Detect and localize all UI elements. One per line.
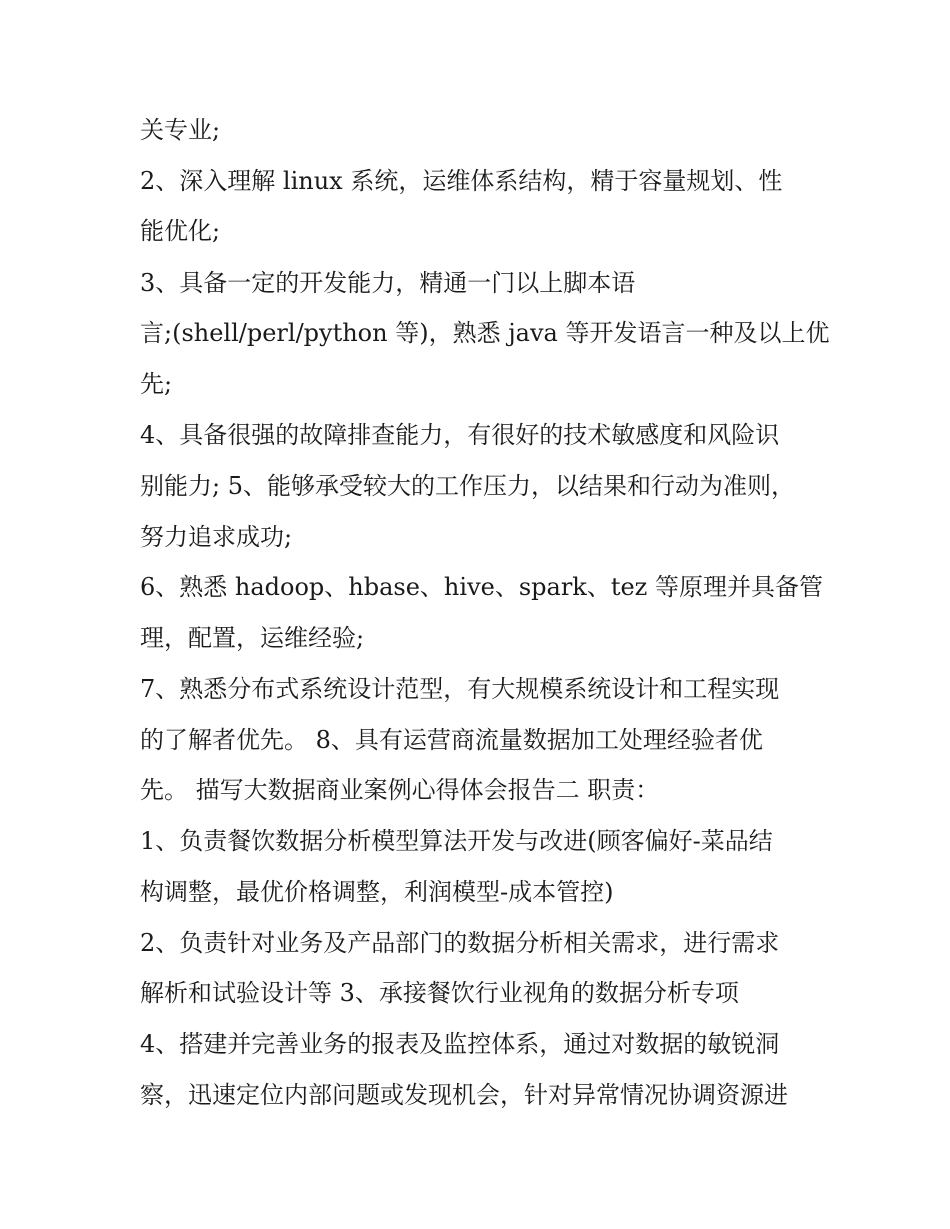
- text-line: 4、具备很强的故障排查能力，有很好的技术敏感度和风险识: [140, 421, 780, 449]
- text-line: 先。 描写大数据商业案例心得体会报告二 职责：: [140, 776, 660, 804]
- text-line: 构调整，最优价格调整，利润模型-成本管控): [140, 878, 614, 906]
- text-line: 1、负责餐饮数据分析模型算法开发与改进(顾客偏好-菜品结: [140, 827, 773, 855]
- text-line: 言;(shell/perl/python 等)，熟悉 java 等开发语言一种及以上优: [140, 319, 830, 347]
- text-line: 别能力; 5、能够承受较大的工作压力，以结果和行动为准则，: [140, 472, 795, 500]
- text-line: 努力追求成功;: [140, 523, 293, 551]
- text-line: 解析和试验设计等 3、承接餐饮行业视角的数据分析专项: [140, 979, 739, 1007]
- text-line: 的了解者优先。 8、具有运营商流量数据加工处理经验者优: [140, 726, 763, 754]
- text-line: 能优化;: [140, 217, 221, 245]
- text-line: 3、具备一定的开发能力，精通一门以上脚本语: [140, 269, 636, 297]
- text-line: 2、负责针对业务及产品部门的数据分析相关需求，进行需求: [140, 929, 780, 957]
- text-line: 察，迅速定位内部问题或发现机会，针对异常情况协调资源进: [140, 1081, 788, 1109]
- text-line: 先;: [140, 370, 173, 398]
- text-line: 2、深入理解 linux 系统，运维体系结构，精于容量规划、性: [140, 167, 783, 195]
- text-line: 6、熟悉 hadoop、hbase、hive、spark、tez 等原理并具备管: [140, 573, 823, 601]
- text-line: 理，配置，运维经验;: [140, 624, 365, 652]
- text-line: 关专业;: [140, 116, 221, 144]
- text-line: 4、搭建并完善业务的报表及监控体系，通过对数据的敏锐洞: [140, 1030, 780, 1058]
- text-line: 7、熟悉分布式系统设计范型，有大规模系统设计和工程实现: [140, 675, 780, 703]
